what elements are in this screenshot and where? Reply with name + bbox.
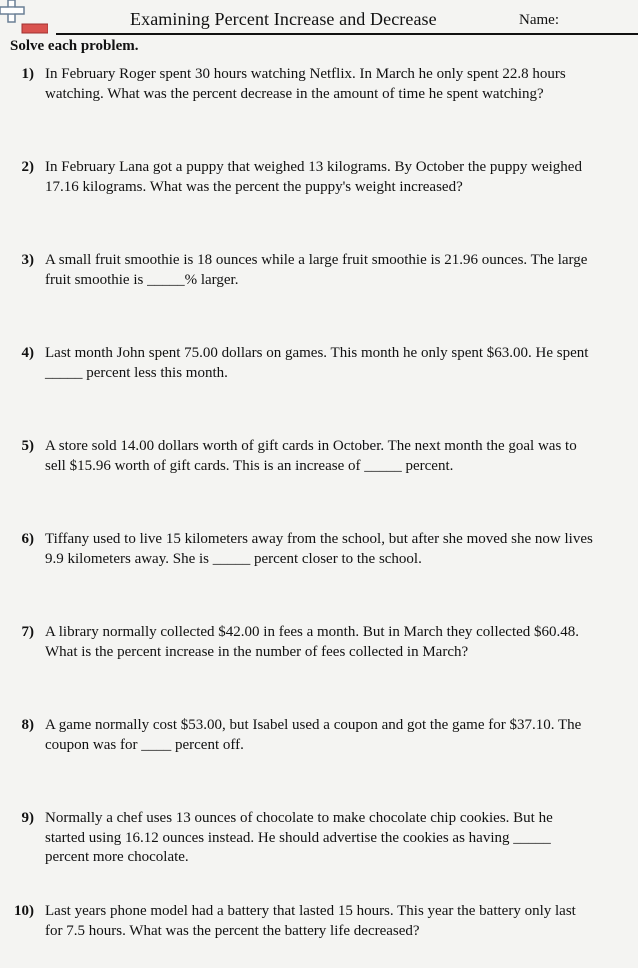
name-label: Name: — [519, 12, 559, 28]
problem-line: _____ percent less this month. — [45, 364, 228, 381]
problem-line: A small fruit smoothie is 18 ounces while a large fruit smoothie is 21.96 ounces. The large — [45, 252, 588, 268]
problem-line: 17.16 kilograms. What was the percent the puppy's weight increased? — [45, 178, 463, 195]
problem-line: Last month John spent 75.00 dollars on games. This month he only spent $63.00. He spent — [45, 345, 589, 361]
problem-line: started using 16.12 ounces instead. He should advertise the cookies as having _____ — [45, 829, 551, 846]
problem-text — [45, 437, 637, 476]
problem-text — [45, 158, 637, 197]
problem-line: watching. What was the percent decrease in the amount of time he spent watching? — [45, 85, 544, 102]
problem-line: 9.9 kilometers away. She is _____ percent closer to the school. — [45, 550, 422, 567]
problem-text — [45, 344, 637, 383]
problem-line: A game normally cost $53.00, but Isabel used a coupon and got the game for $37.10. The — [45, 717, 582, 733]
problem-number: 1) — [21, 66, 34, 82]
problem-text — [45, 530, 637, 569]
problem-line: A library normally collected $42.00 in fees a month. But in March they collected $60.48. — [45, 624, 580, 640]
problem-number: 5) — [21, 438, 34, 454]
problem-line: fruit smoothie is _____% larger. — [45, 271, 239, 288]
problem-text — [45, 809, 637, 868]
problem-text — [45, 65, 637, 104]
problem-line: In February Roger spent 30 hours watching Netflix. In March he only spent 22.8 hours — [45, 66, 566, 82]
problem-line: coupon was for ____ percent off. — [45, 736, 244, 753]
problem-line: What is the percent increase in the number of fees collected in March? — [45, 643, 469, 660]
problem-number: 2) — [21, 159, 34, 175]
problem-text — [45, 623, 637, 662]
problem-line: sell $15.96 worth of gift cards. This is an increase of _____ percent. — [45, 457, 454, 474]
problem-number: 8) — [21, 717, 34, 733]
worksheet-logo-icon — [0, 0, 48, 40]
problem-line: A store sold 14.00 dollars worth of gift cards in October. The next month the goal was to — [45, 438, 577, 454]
problem-line: Last years phone model had a battery that lasted 15 hours. This year the battery only last — [45, 903, 576, 919]
problem-line: percent more chocolate. — [45, 849, 189, 865]
instructions: Solve each problem. — [10, 38, 139, 54]
problem-number: 3) — [21, 252, 34, 268]
header-divider — [56, 33, 638, 35]
problem-number: 9) — [21, 810, 34, 826]
problem-text — [45, 716, 637, 755]
problem-number: 7) — [21, 624, 34, 640]
problem-line: for 7.5 hours. What was the percent the battery life decreased? — [45, 922, 420, 939]
problem-number: 6) — [21, 531, 34, 547]
problem-number: 4) — [21, 345, 34, 361]
problem-line: Tiffany used to live 15 kilometers away from the school, but after she moved she now lives — [45, 531, 593, 547]
problem-line: Normally a chef uses 13 ounces of chocolate to make chocolate chip cookies. But he — [45, 810, 553, 826]
worksheet-title: Examining Percent Increase and Decrease — [130, 9, 437, 29]
problem-text — [45, 251, 637, 290]
problem-text — [45, 902, 637, 941]
problem-number: 10) — [14, 903, 34, 919]
problem-line: In February Lana got a puppy that weighed 13 kilograms. By October the puppy weighed — [45, 159, 582, 175]
